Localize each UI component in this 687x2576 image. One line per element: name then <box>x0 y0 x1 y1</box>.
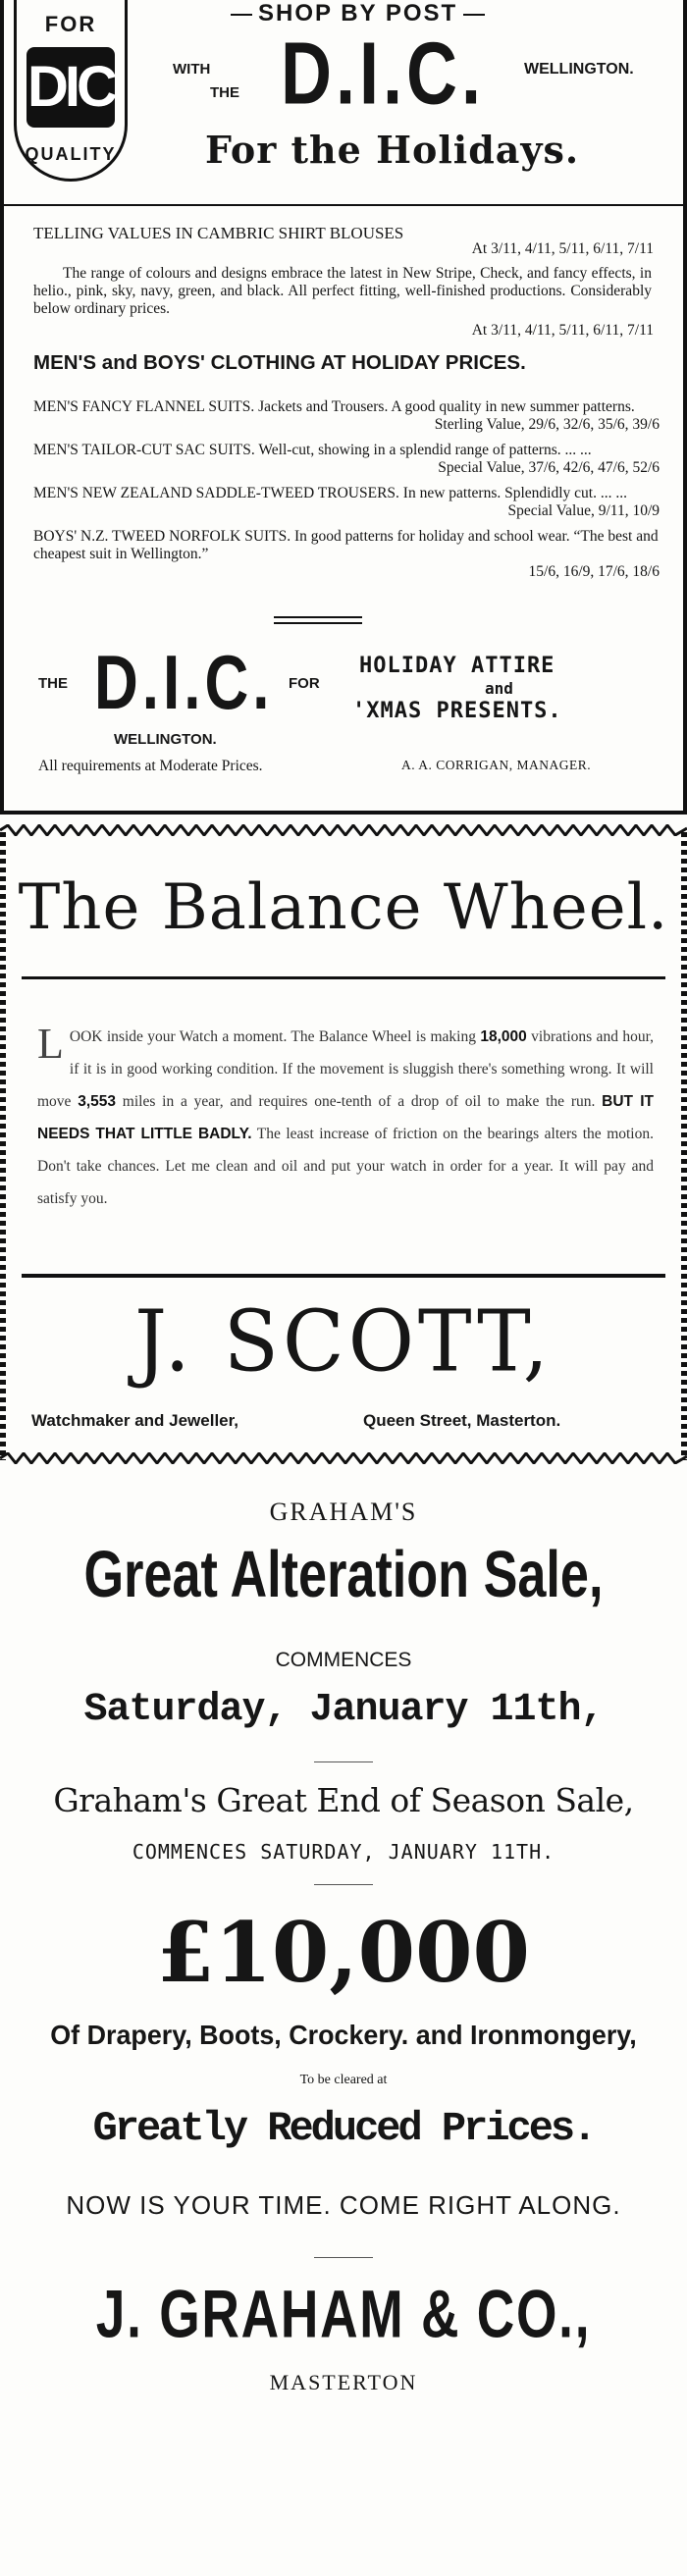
xmas-presents: 'XMAS PRESENTS. <box>352 699 562 723</box>
balance-wheel-title: The Balance Wheel. <box>18 871 669 944</box>
item-price: Sterling Value, 29/6, 32/6, 35/6, 39/6 <box>434 416 660 433</box>
balance-wheel-body <box>37 1021 654 1215</box>
item-description: In good patterns for holiday and school wear. “The best and cheapest suit in Wellington.” <box>33 528 659 562</box>
moderate-prices: All requirements at Moderate Prices. <box>38 758 263 774</box>
divider <box>22 976 665 979</box>
great-alteration-sale: Great Alteration Sale, <box>83 1538 604 1611</box>
end-of-season-sale: Graham's Great End of Season Sale, <box>53 1781 634 1819</box>
item-description: Well-cut, showing in a splendid range of patterns. ... ... <box>258 442 592 458</box>
balance-wheel-advertisement <box>0 824 687 1467</box>
j-graham-and-co: J. GRAHAM & CO., <box>95 2278 592 2352</box>
blouses-prices-1: At 3/11, 4/11, 5/11, 6/11, 7/11 <box>471 240 654 257</box>
logo-for-text: FOR <box>44 12 97 36</box>
list-item <box>33 398 661 434</box>
and-label: and <box>485 679 513 698</box>
short-rule <box>274 616 362 618</box>
commences-saturday: COMMENCES SATURDAY, JANUARY 11TH. <box>132 1840 555 1864</box>
scott-address: Queen Street, Masterton. <box>363 1411 561 1430</box>
short-rule <box>314 1761 373 1762</box>
scott-trade: Watchmaker and Jeweller, <box>31 1411 239 1430</box>
with-label: WITH <box>173 61 211 78</box>
wellington-label: WELLINGTON. <box>524 61 634 78</box>
commences-label: COMMENCES <box>275 1649 412 1671</box>
shop-by-post: SHOP BY POST <box>225 0 491 27</box>
footer-dic-name: D.I.C. <box>94 641 274 726</box>
now-is-your-time: NOW IS YOUR TIME. COME RIGHT ALONG. <box>66 2190 621 2220</box>
drop-cap: L <box>37 1020 64 1068</box>
short-rule <box>314 2257 373 2258</box>
holiday-attire: HOLIDAY ATTIRE <box>359 654 555 678</box>
zigzag-border-bottom <box>0 1452 687 1464</box>
clothing-items-list <box>33 398 661 581</box>
blouses-prices-2: At 3/11, 4/11, 5/11, 6/11, 7/11 <box>471 322 654 339</box>
goods-list: Of Drapery, Boots, Crockery. and Ironmongery, <box>50 2020 637 2050</box>
sale-amount: £10,000 <box>157 1904 530 2001</box>
the-label: THE <box>210 84 239 101</box>
list-item <box>33 485 661 520</box>
dic-for-quality-logo <box>14 0 128 182</box>
item-price: 15/6, 16/9, 17/6, 18/6 <box>528 563 660 580</box>
logo-monogram: DIC <box>26 47 115 128</box>
item-title: BOYS' N.Z. TWEED NORFOLK SUITS. <box>33 528 291 545</box>
zigzag-border-top <box>0 824 687 836</box>
item-description: In new patterns. Splendidly cut. ... ... <box>402 485 627 501</box>
footer-wellington: WELLINGTON. <box>114 731 217 748</box>
masterton-label: MASTERTON <box>269 2370 418 2394</box>
dic-advertisement <box>0 0 687 815</box>
item-price: Special Value, 9/11, 10/9 <box>507 502 660 519</box>
footer-for-label: FOR <box>289 675 320 692</box>
headline-for-the-holidays: For the Holidays. <box>205 128 580 172</box>
logo-quality-text: QUALITY <box>25 144 117 164</box>
clothing-title: MEN'S and BOYS' CLOTHING AT HOLIDAY PRICES. <box>33 351 526 374</box>
item-title: MEN'S FANCY FLANNEL SUITS. <box>33 398 255 415</box>
body-text: OOK inside your Watch a moment. The Balance Wheel is making <box>69 1028 481 1045</box>
short-rule <box>314 1884 373 1885</box>
item-description: Jackets and Trousers. A good quality in new summer patterns. <box>258 398 635 415</box>
to-be-cleared: To be cleared at <box>299 2073 388 2087</box>
graham-advertisement <box>0 1492 687 2576</box>
sale-date: Saturday, January 11th, <box>83 1688 604 1732</box>
item-title: MEN'S TAILOR-CUT SAC SUITS. <box>33 442 255 458</box>
body-text: The least increase of friction on the bearings alters the motion. Don't take chances. Let me clean and oil and put your watch in order for a year. It will pay and satisfy you. <box>37 1126 654 1207</box>
emphasis-text: BUT IT NEEDS THAT LITTLE BADLY. <box>37 1093 654 1142</box>
item-price: Special Value, 37/6, 42/6, 47/6, 52/6 <box>438 459 660 476</box>
body-text: vibrations and hour, if it is in good working condition. If the movement is sluggish there's something wrong. It will move <box>37 1028 654 1110</box>
list-item <box>33 442 661 477</box>
dic-name: D.I.C. <box>281 25 486 124</box>
list-item <box>33 528 661 581</box>
greatly-reduced-prices: Greatly Reduced Prices. <box>92 2105 595 2152</box>
item-title: MEN'S NEW ZEALAND SADDLE-TWEED TROUSERS. <box>33 485 399 501</box>
footer-the-label: THE <box>38 675 68 692</box>
grahams-small: GRAHAM'S <box>269 1498 418 1526</box>
vibrations-number: 18,000 <box>480 1028 527 1045</box>
blouses-description: The range of colours and designs embrace the latest in New Stripe, Check, and fancy effects, in helio., pink, sky, navy, green, and black. All perfect fitting, well-finished productions. Considerably below ordinary prices. <box>33 265 652 317</box>
miles-number: 3,553 <box>78 1093 117 1110</box>
short-rule <box>274 622 362 624</box>
manager-credit: A. A. CORRIGAN, MANAGER. <box>401 758 592 772</box>
body-text: miles in a year, and requires one-tenth of a drop of oil to make the run. <box>116 1093 603 1110</box>
divider <box>4 204 683 206</box>
j-scott-name: J. SCOTT, <box>134 1292 553 1392</box>
blouses-title: TELLING VALUES IN CAMBRIC SHIRT BLOUSES <box>33 224 404 242</box>
divider <box>22 1274 665 1278</box>
